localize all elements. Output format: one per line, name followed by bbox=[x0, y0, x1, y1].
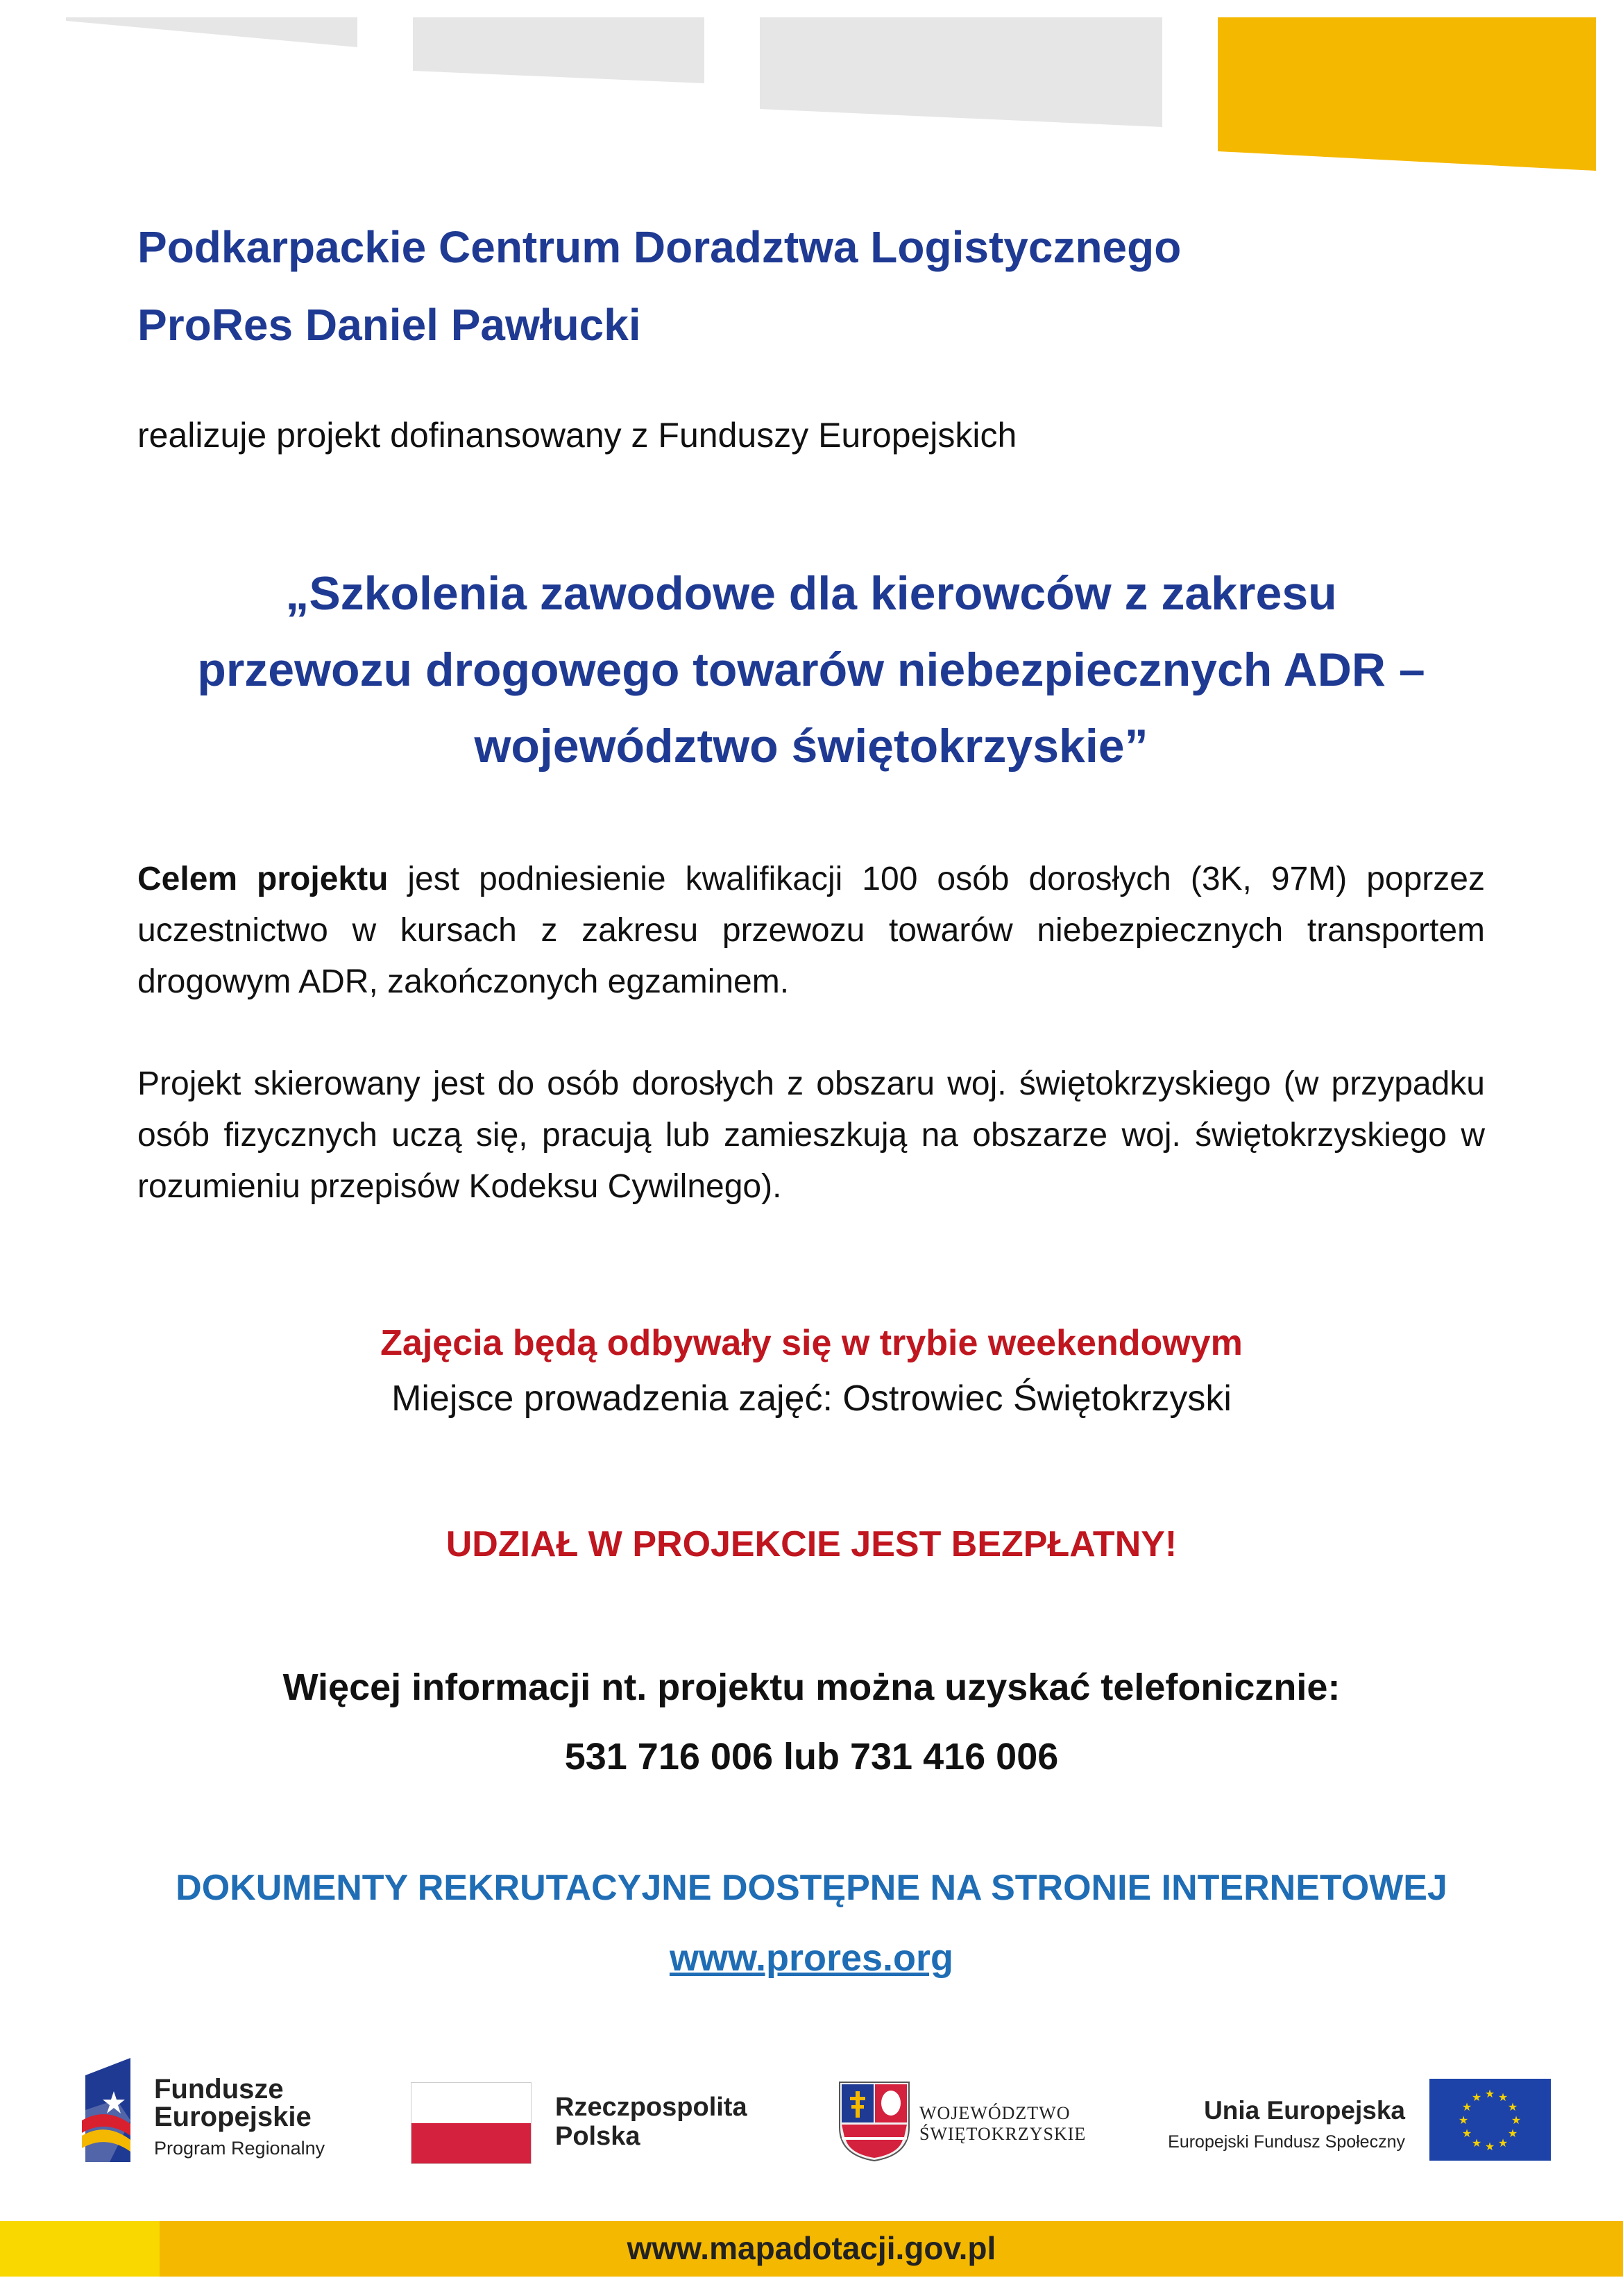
fe-logo-name bbox=[154, 2075, 312, 2131]
org-line-2: ProRes Daniel Pawłucki bbox=[137, 300, 641, 350]
more-info: Więcej informacji nt. projektu można uzyskać telefonicznie: bbox=[282, 1666, 1341, 1708]
ue-logo-subtitle: Europejski Fundusz Społeczny bbox=[1168, 2132, 1405, 2152]
free-participation: UDZIAŁ W PROJEKCIE JEST BEZPŁATNY! bbox=[445, 1524, 1178, 1564]
eu-flag-icon bbox=[1429, 2079, 1551, 2161]
svg-text:★: ★ bbox=[1511, 2115, 1522, 2127]
svg-text:★: ★ bbox=[1461, 2102, 1472, 2113]
target-paragraph: Projekt skierowany jest do osób dorosłych z obszaru woj. świętokrzyskiego (w przypadku osób fizycznych uczą się, pracują lub zamieszkują na obszarze woj. świętokrzyskiego w rozumieniu przepisów Kodeksu Cywilnego). bbox=[137, 1065, 1485, 1205]
project-title-line-1: „Szkolenia zawodowe dla kierowców z zakresu bbox=[285, 567, 1337, 620]
ws-logo-name bbox=[919, 2103, 1086, 2145]
intro-text: realizuje projekt dofinansowany z Funduszy Europejskich bbox=[137, 416, 1017, 455]
goal-label: Celem projektu bbox=[137, 861, 389, 897]
gray-stripe-2 bbox=[413, 17, 704, 83]
project-title-line-2: przewozu drogowego towarów niebezpiecznych ADR – bbox=[197, 643, 1425, 696]
ws-line-2: ŚWIĘTOKRZYSKIE bbox=[919, 2124, 1087, 2144]
swietokrzyskie-coat-of-arms-icon bbox=[836, 2079, 912, 2162]
project-title bbox=[137, 555, 1485, 784]
goal-paragraph bbox=[137, 854, 1485, 1008]
fe-line-2: Europejskie bbox=[154, 2102, 312, 2132]
svg-text:★: ★ bbox=[1471, 2092, 1482, 2104]
training-place: Miejsce prowadzenia zajęć: Ostrowiec Świętokrzyski bbox=[391, 1378, 1232, 1419]
project-title-line-3: województwo świętokrzyskie” bbox=[474, 720, 1148, 773]
svg-text:★: ★ bbox=[1484, 2088, 1495, 2100]
documents-info: DOKUMENTY REKRUTACYJNE DOSTĘPNE NA STRONIE INTERNETOWEJ bbox=[176, 1868, 1447, 1908]
ue-logo-name: Unia Europejska bbox=[1204, 2096, 1405, 2125]
gray-stripe-1 bbox=[66, 17, 357, 47]
rp-line-1: Rzeczpospolita bbox=[555, 2093, 747, 2122]
svg-text:★: ★ bbox=[1497, 2138, 1509, 2150]
rp-logo-name bbox=[555, 2093, 747, 2151]
footer-url[interactable]: www.mapadotacji.gov.pl bbox=[627, 2230, 996, 2266]
fe-line-1: Fundusze bbox=[154, 2074, 284, 2104]
ws-line-1: WOJEWÓDZTWO bbox=[919, 2103, 1071, 2123]
svg-text:★: ★ bbox=[1507, 2128, 1518, 2140]
schedule-mode: Zajęcia będą odbywały się w trybie weekendowym bbox=[380, 1323, 1243, 1363]
website-link[interactable]: www.prores.org bbox=[669, 1937, 954, 1979]
fe-logo-subtitle: Program Regionalny bbox=[154, 2138, 325, 2159]
svg-text:★: ★ bbox=[1471, 2138, 1482, 2150]
goal-text: jest podniesienie kwalifikacji 100 osób dorosłych (3K, 97M) poprzez uczestnictwo w kursach z zakresu przewozu towarów niebezpiecznych transportem drogowym ADR, zakończonych egzaminem. bbox=[137, 861, 1485, 1000]
gray-stripe-3 bbox=[760, 17, 1162, 127]
svg-text:★: ★ bbox=[1484, 2141, 1495, 2153]
org-line-1: Podkarpackie Centrum Doradztwa Logistycznego bbox=[137, 222, 1182, 272]
phone-numbers: 531 716 006 lub 731 416 006 bbox=[564, 1736, 1059, 1778]
yellow-stripe bbox=[1218, 17, 1596, 171]
header-decoration bbox=[0, 0, 1623, 180]
svg-text:★: ★ bbox=[1507, 2102, 1518, 2113]
fundusze-europejskie-logo-icon bbox=[75, 2058, 144, 2162]
svg-text:★: ★ bbox=[1461, 2128, 1472, 2140]
rp-line-2: Polska bbox=[555, 2122, 640, 2151]
polish-flag-icon bbox=[411, 2082, 532, 2164]
svg-text:★: ★ bbox=[1497, 2092, 1509, 2104]
svg-text:★: ★ bbox=[1458, 2115, 1469, 2127]
organization-name bbox=[137, 208, 1181, 364]
